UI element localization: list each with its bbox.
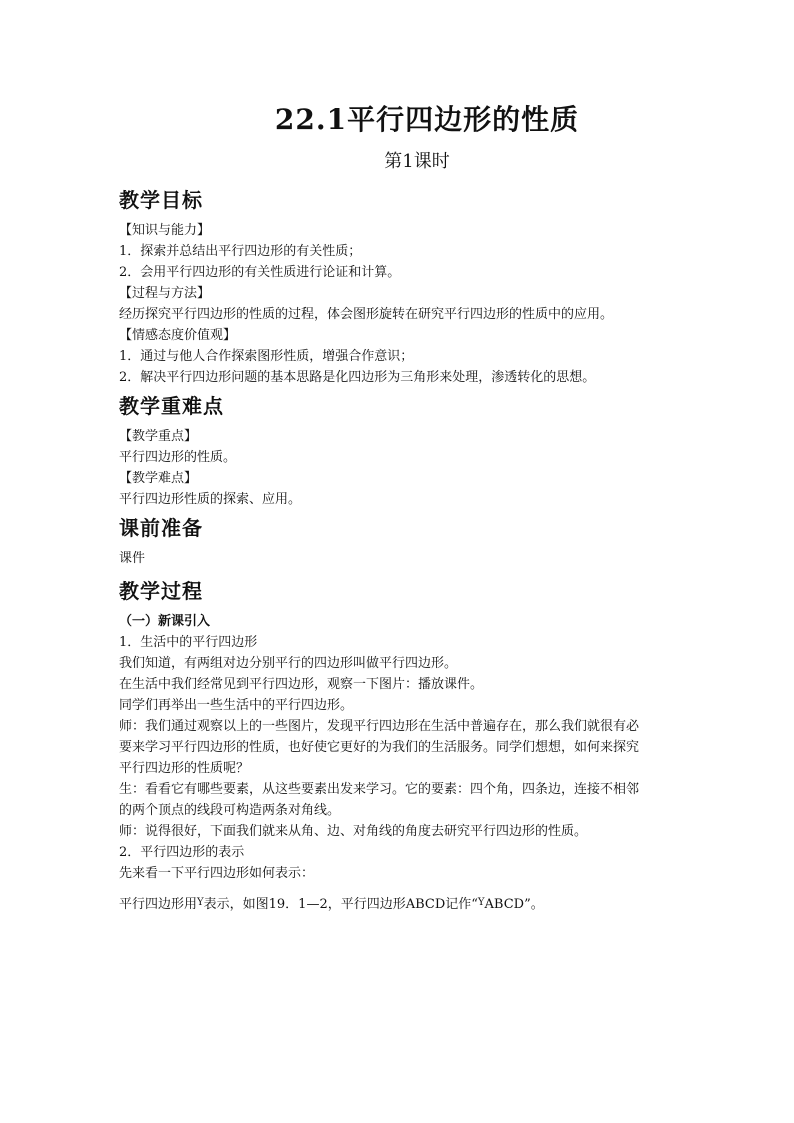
section-heading-process: 教学过程 [119,579,203,603]
objective-item: 1．通过与他人合作探索图形性质，增强合作意识； [119,349,414,364]
process-line: 同学们再举出一些生活中的平行四边形。 [119,698,354,713]
label-process: 【过程与方法】 [119,286,211,301]
objective-item: 1．探索并总结出平行四边形的有关性质； [119,244,362,259]
label-focus: 【教学重点】 [119,429,198,444]
parallelogram-symbol: Y [197,897,204,908]
process-line-notation [119,892,679,915]
process-line: 生：看看它有哪些要素，从这些要素出发来学习。它的要素：四个角，四条边，连接不相邻 [119,782,640,797]
process-line: 先来看一下平行四边形如何表示： [119,866,315,881]
notation-text-b: 表示，如图19．1—2，平行四边形ABCD记作“ [203,897,478,912]
parallelogram-symbol: Y [477,897,485,908]
process-line: 师：我们通过观察以上的一些图片，发现平行四边形在生活中普遍存在，那么我们就很有必 [119,719,640,734]
prep-text: 课件 [119,551,146,566]
process-line: 的两个顶点的线段可构造两条对角线。 [119,803,341,818]
subsection-heading: （一）新课引入 [119,614,211,629]
process-line: 2．平行四边形的表示 [119,845,245,860]
process-line: 要来学习平行四边形的性质，也好使它更好的为我们的生活服务。同学们想想，如何来探究 [119,740,640,755]
objective-item: 2．会用平行四边形的有关性质进行论证和计算。 [119,265,401,280]
notation-text-a: 平行四边形用 [119,897,198,912]
process-line: 我们知道，有两组对边分别平行的四边形叫做平行四边形。 [119,656,458,671]
process-line: 师：说得很好，下面我们就来从角、边、对角线的角度去研究平行四边形的性质。 [119,824,588,839]
focus-text: 平行四边形的性质。 [119,450,237,465]
objective-item: 经历探究平行四边形的性质的过程，体会图形旋转在研究平行四边形的性质中的应用。 [119,307,614,322]
section-heading-keypoints: 教学重难点 [119,394,224,418]
objective-item: 2．解决平行四边形问题的基本思路是化四边形为三角形来处理，渗透转化的思想。 [119,370,596,385]
page-subtitle: 第1课时 [384,151,450,172]
process-line: 平行四边形的性质呢？ [119,761,250,776]
label-knowledge: 【知识与能力】 [119,223,211,238]
document-body [119,186,679,915]
section-heading-objectives: 教学目标 [119,188,203,212]
label-difficulty: 【教学难点】 [119,471,198,486]
difficulty-text: 平行四边形性质的探索、应用。 [119,492,302,507]
process-line: 在生活中我们经常见到平行四边形，观察一下图片：播放课件。 [119,677,484,692]
label-attitude: 【情感态度价值观】 [119,328,237,343]
page-title: 22.1平行四边形的性质 [274,103,580,136]
notation-text-c: ABCD”。 [484,897,544,912]
section-heading-prep: 课前准备 [119,516,203,540]
process-line: 1．生活中的平行四边形 [119,635,258,650]
